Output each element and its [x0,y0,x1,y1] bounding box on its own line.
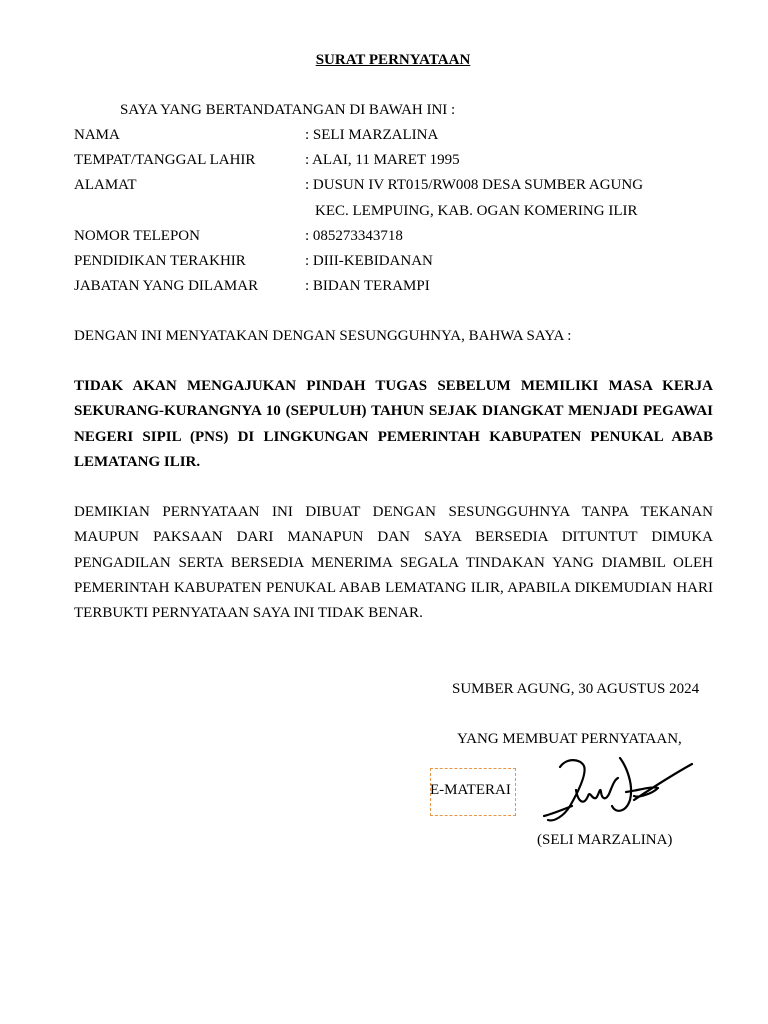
field-label-pendidikan: PENDIDIKAN TERAKHIR [74,253,246,269]
statement-intro: DENGAN INI MENYATAKAN DENGAN SESUNGGUHNYA, BAHWA SAYA : [74,328,572,344]
field-value-pendidikan: : DIII-KEBIDANAN [305,253,433,269]
field-value-alamat-line2: KEC. LEMPUING, KAB. OGAN KOMERING ILIR [315,203,638,219]
field-value-alamat: : DUSUN IV RT015/RW008 DESA SUMBER AGUNG [305,177,644,193]
field-value-telepon: : 085273343718 [305,228,403,244]
field-label-ttl: TEMPAT/TANGGAL LAHIR [74,152,256,168]
e-materai-label: E-MATERAI [430,782,511,798]
field-label-telepon: NOMOR TELEPON [74,228,200,244]
document-title: SURAT PERNYATAAN [315,52,471,68]
statement-bold-paragraph: TIDAK AKAN MENGAJUKAN PINDAH TUGAS SEBELUM MEMILIKI MASA KERJA SEKURANG-KURANGNYA 10 (SEPULUH) TAHUN SEJAK DIANGKAT MENJADI PEGAWAI NEGERI SIPIL (PNS) DI LINGKUNGAN PEMERINTAH KABUPATEN PENUKAL ABAB LEMATANG ILIR. [74,378,713,470]
field-value-jabatan: : BIDAN TERAMPI [305,278,430,294]
place-date: SUMBER AGUNG, 30 AGUSTUS 2024 [452,681,700,697]
handwritten-signature-icon [540,752,696,826]
signatory-name: (SELI MARZALINA) [537,832,673,848]
field-label-jabatan: JABATAN YANG DILAMAR [74,278,259,294]
maker-label: YANG MEMBUAT PERNYATAAN, [457,731,682,747]
field-label-nama: NAMA [74,127,120,143]
closing-paragraph: DEMIKIAN PERNYATAAN INI DIBUAT DENGAN SESUNGGUHNYA TANPA TEKANAN MAUPUN PAKSAAN DARI MANAPUN DAN SAYA BERSEDIA DITUNTUT DIMUKA PENGADILAN SERTA BERSEDIA MENERIMA SEGALA TINDAKAN YANG DIAMBIL OLEH PEMERINTAH KABUPATEN PENUKAL ABAB LEMATANG ILIR, APABILA DIKEMUDIAN HARI TERBUKTI PERNYATAAN SAYA INI TIDAK BENAR. [74,504,713,622]
field-value-ttl: : ALAI, 11 MARET 1995 [305,152,460,168]
field-value-nama: : SELI MARZALINA [305,127,439,143]
field-label-alamat: ALAMAT [74,177,137,193]
intro-text: SAYA YANG BERTANDATANGAN DI BAWAH INI : [120,102,456,118]
